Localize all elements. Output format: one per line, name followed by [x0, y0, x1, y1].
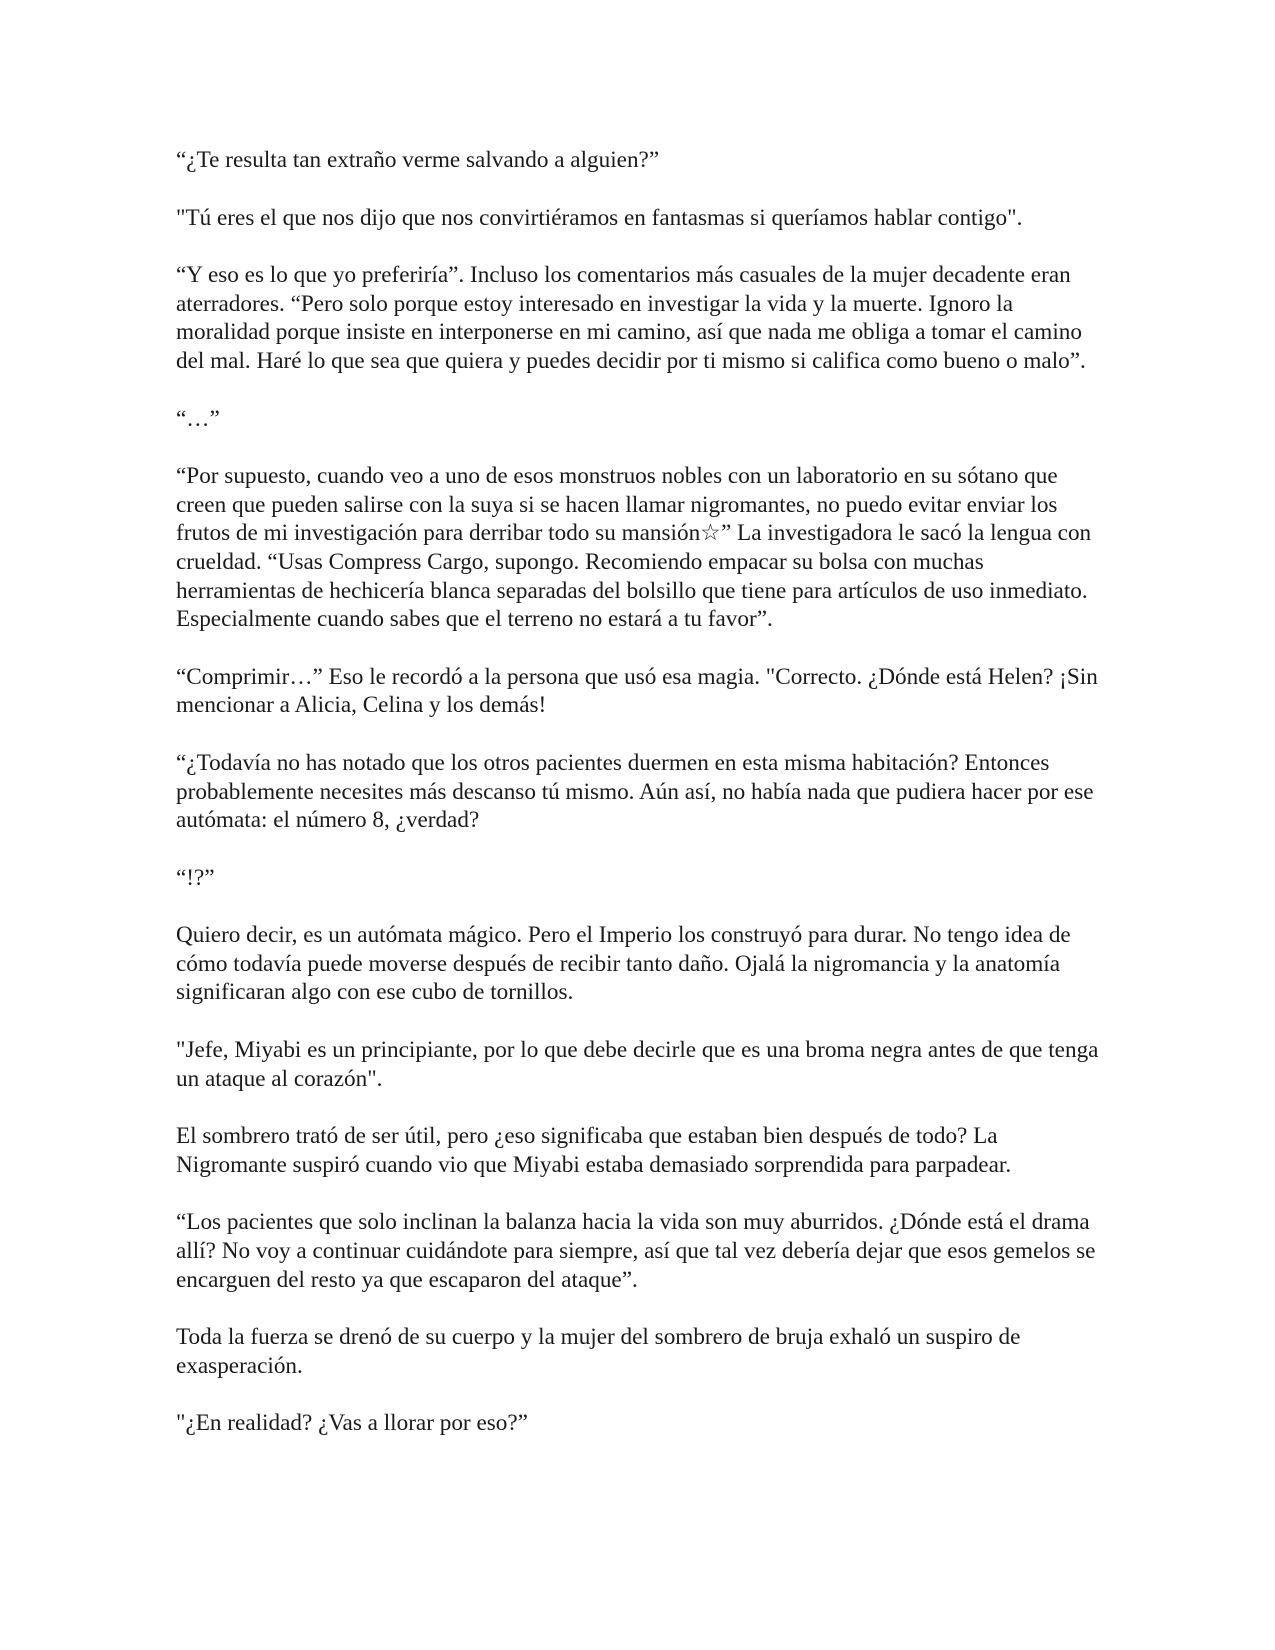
- paragraph: “Y eso es lo que yo preferiría”. Incluso los comentarios más casuales de la mujer decadente eran aterradores. “Pero solo porque estoy interesado en investigar la vida y la muerte. Ignoro la moralidad porque insiste en interponerse en mi camino, así que nada me obliga a tomar el camino del mal. Haré lo que sea que quiera y puedes decidir por ti mismo si califica como bueno o malo”.: [176, 262, 1086, 374]
- document-body: [176, 146, 1106, 1467]
- paragraph: “Comprimir…” Eso le recordó a la persona que usó esa magia. "Correcto. ¿Dónde está Helen? ¡Sin mencionar a Alicia, Celina y los demás!: [176, 663, 1098, 719]
- paragraph: "Jefe, Miyabi es un principiante, por lo que debe decirle que es una broma negra antes de que tenga un ataque al corazón".: [176, 1037, 1099, 1092]
- paragraph: Quiero decir, es un autómata mágico. Pero el Imperio los construyó para durar. No tengo idea de cómo todavía puede moverse después de recibir tanto daño. Ojalá la nigromancia y la anatomía significaran algo con ese cubo de tornillos.: [176, 922, 1071, 1006]
- paragraph: “…”: [176, 405, 220, 432]
- paragraph: "Tú eres el que nos dijo que nos convirtiéramos en fantasmas si queríamos hablar contigo".: [176, 204, 1023, 231]
- paragraph: “Los pacientes que solo inclinan la balanza hacia la vida son muy aburridos. ¿Dónde está el drama allí? No voy a continuar cuidándote para siempre, así que tal vez debería dejar que esos gemelos se encarguen del resto ya que escaparon del ataque”.: [176, 1209, 1096, 1293]
- paragraph: “¿Todavía no has notado que los otros pacientes duermen en esta misma habitación? Entonces probablemente necesites más descanso tú mismo. Aún así, no había nada que pudiera hacer por ese autómata: el número 8, ¿verdad?: [176, 749, 1094, 834]
- paragraph: El sombrero trató de ser útil, pero ¿eso significaba que estaban bien después de todo? La Nigromante suspiró cuando vio que Miyabi estaba demasiado sorprendida para parpadear.: [176, 1123, 1012, 1178]
- paragraph: “¿Te resulta tan extraño verme salvando a alguien?”: [176, 147, 660, 173]
- paragraph: “!?”: [176, 864, 215, 891]
- paragraph: "¿En realidad? ¿Vas a llorar por eso?”: [176, 1410, 528, 1437]
- paragraph: Toda la fuerza se drenó de su cuerpo y la mujer del sombrero de bruja exhaló un suspiro de exasperación.: [176, 1324, 1021, 1379]
- paragraph: “Por supuesto, cuando veo a uno de esos monstruos nobles con un laboratorio en su sótano que creen que pueden salirse con la suya si se hacen llamar nigromantes, no puedo evitar enviar los frutos de mi investigación para derribar todo su mansión☆” La investigadora le sacó la lengua con crueldad. “Usas Compress Cargo, supongo. Recomiendo empacar su bolsa con muchas herramientas de hechicería blanca separadas del bolsillo que tiene para artículos de uso inmediato. Especialmente cuando sabes que el terreno no estará a tu favor”.: [176, 463, 1092, 633]
